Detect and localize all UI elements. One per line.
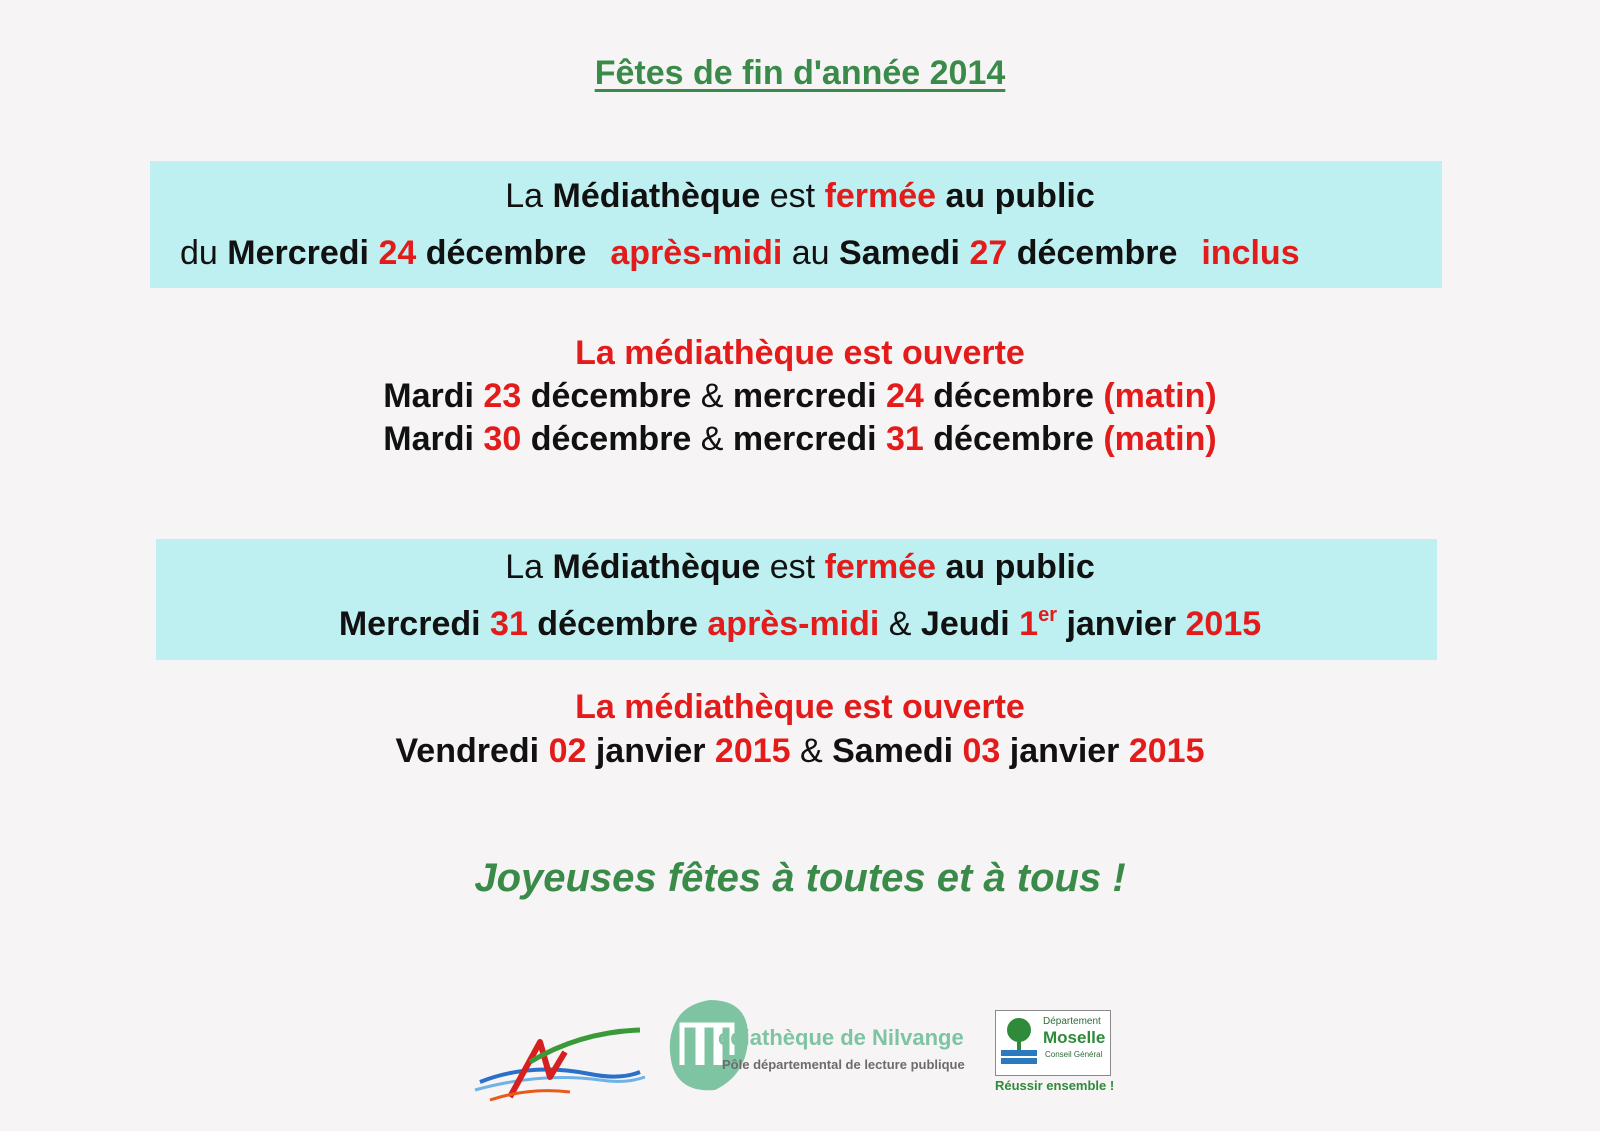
moselle-cg: Conseil Général <box>1045 1050 1103 1059</box>
text: Mercredi <box>338 605 491 643</box>
text: & <box>700 420 724 458</box>
page-title: Fêtes de fin d'année 2014 <box>594 54 1006 92</box>
moselle-dept: Département <box>1043 1016 1101 1027</box>
text: décembre <box>923 420 1104 458</box>
text: du <box>180 234 228 272</box>
greeting: Joyeuses fêtes à toutes et à tous ! <box>474 856 1126 900</box>
text: Samedi <box>832 732 963 770</box>
text: 31 <box>490 605 528 643</box>
open-1-row-2 <box>0 420 1600 459</box>
moselle-slogan: Réussir ensemble ! <box>995 1078 1115 1093</box>
text: (matin) <box>1103 420 1217 458</box>
closure-2-line-1 <box>0 548 1600 587</box>
text: 31 <box>886 420 924 458</box>
text: après-midi <box>610 234 783 272</box>
text: Vendredi <box>395 732 549 770</box>
text: janvier <box>1000 732 1129 770</box>
text: Samedi <box>839 234 970 272</box>
text: & <box>700 377 724 415</box>
text: décembre <box>521 377 701 415</box>
text: au public <box>936 548 1095 586</box>
text: est <box>760 548 825 586</box>
text: La <box>505 548 553 586</box>
text: 2015 <box>714 732 791 770</box>
text: mercredi <box>723 420 886 458</box>
text: er <box>1038 604 1057 626</box>
text: 2015 <box>1185 605 1262 643</box>
moselle-tree-icon <box>999 1014 1039 1070</box>
text: & <box>790 732 833 770</box>
open-2-row-1 <box>0 732 1600 771</box>
closure-1-line-1 <box>0 177 1600 216</box>
moselle-name: Moselle <box>1043 1028 1106 1047</box>
text: est <box>760 177 825 215</box>
open-1-heading: La médiathèque est ouverte <box>575 334 1025 372</box>
text: (matin) <box>1103 377 1217 415</box>
text: inclus <box>1201 234 1300 272</box>
open-2-heading: La médiathèque est ouverte <box>575 688 1025 726</box>
text: décembre <box>416 234 587 272</box>
text: 02 <box>548 732 587 770</box>
text: La <box>505 177 553 215</box>
text: 30 <box>483 420 522 458</box>
text: Mardi <box>383 377 484 415</box>
text: décembre <box>527 605 708 643</box>
text: 03 <box>962 732 1001 770</box>
text: 27 <box>969 234 1008 272</box>
mediatheque-logo <box>660 995 980 1095</box>
text: Médiathèque <box>552 548 761 586</box>
text: Mardi <box>383 420 484 458</box>
text: au public <box>936 177 1095 215</box>
text: après-midi <box>707 605 880 643</box>
text: mercredi <box>723 377 886 415</box>
text: 24 <box>378 234 417 272</box>
open-1-row-1 <box>0 377 1600 416</box>
text: 24 <box>886 377 924 415</box>
mediatheque-logo-name: édiathèque de Nilvange <box>718 1025 964 1050</box>
text: décembre <box>1007 234 1178 272</box>
town-logo <box>470 1022 650 1102</box>
closure-2-line-2 <box>0 604 1600 644</box>
mediatheque-logo-subtitle: Pôle départemental de lecture publique <box>722 1057 965 1072</box>
text: Mercredi <box>227 234 379 272</box>
text: fermée <box>824 177 937 215</box>
text: décembre <box>521 420 701 458</box>
text: & <box>879 605 921 643</box>
text: Médiathèque <box>552 177 761 215</box>
text: janvier <box>1057 605 1186 643</box>
text: 2015 <box>1128 732 1205 770</box>
closure-1-line-2 <box>180 234 1300 273</box>
text: fermée <box>824 548 937 586</box>
text: 23 <box>483 377 522 415</box>
text: décembre <box>923 377 1104 415</box>
text: Jeudi <box>920 605 1020 643</box>
text: janvier <box>586 732 715 770</box>
moselle-logo <box>993 1010 1113 1100</box>
text: 1 <box>1019 605 1039 643</box>
text: au <box>782 234 840 272</box>
